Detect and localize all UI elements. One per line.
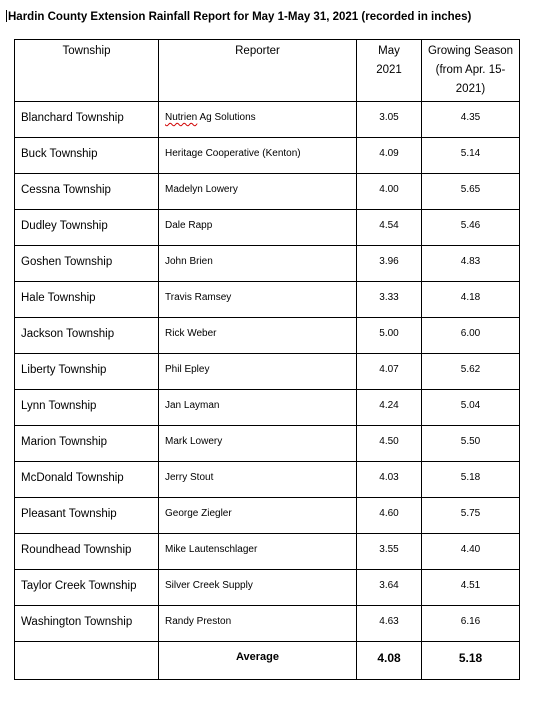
table-row bbox=[15, 534, 520, 570]
may-rainfall-cell: 5.00 bbox=[357, 318, 422, 354]
header-may-line2: 2021 bbox=[376, 64, 402, 76]
township-cell: Jackson Township bbox=[15, 318, 159, 354]
table-row bbox=[15, 246, 520, 282]
may-rainfall-cell: 4.07 bbox=[357, 354, 422, 390]
header-season-line3: 2021) bbox=[455, 83, 486, 95]
season-rainfall-cell: 5.04 bbox=[422, 390, 520, 426]
township-cell: Goshen Township bbox=[15, 246, 159, 282]
reporter-cell: Travis Ramsey bbox=[159, 282, 357, 318]
table-row bbox=[15, 462, 520, 498]
reporter-cell: Dale Rapp bbox=[159, 210, 357, 246]
may-rainfall-cell: 4.09 bbox=[357, 138, 422, 174]
may-rainfall-cell: 4.03 bbox=[357, 462, 422, 498]
may-rainfall-cell: 3.05 bbox=[357, 102, 422, 138]
rainfall-table bbox=[14, 39, 520, 680]
table-row bbox=[15, 318, 520, 354]
township-cell: Roundhead Township bbox=[15, 534, 159, 570]
may-rainfall-cell: 3.64 bbox=[357, 570, 422, 606]
township-cell: Washington Township bbox=[15, 606, 159, 642]
average-label: Average bbox=[159, 642, 357, 680]
average-may-value: 4.08 bbox=[357, 642, 422, 680]
table-row bbox=[15, 210, 520, 246]
table-row bbox=[15, 138, 520, 174]
reporter-cell bbox=[159, 102, 357, 138]
reporter-cell: Jerry Stout bbox=[159, 462, 357, 498]
document-title bbox=[6, 10, 471, 23]
season-rainfall-cell: 5.14 bbox=[422, 138, 520, 174]
season-rainfall-cell: 6.16 bbox=[422, 606, 520, 642]
season-rainfall-cell: 4.51 bbox=[422, 570, 520, 606]
reporter-cell: Rick Weber bbox=[159, 318, 357, 354]
reporter-cell: Madelyn Lowery bbox=[159, 174, 357, 210]
reporter-cell: Phil Epley bbox=[159, 354, 357, 390]
header-season-line2: (from Apr. 15- bbox=[435, 64, 506, 76]
may-rainfall-cell: 3.96 bbox=[357, 246, 422, 282]
township-cell: Buck Township bbox=[15, 138, 159, 174]
season-rainfall-cell: 5.62 bbox=[422, 354, 520, 390]
reporter-cell: John Brien bbox=[159, 246, 357, 282]
township-cell: Hale Township bbox=[15, 282, 159, 318]
season-rainfall-cell: 4.83 bbox=[422, 246, 520, 282]
may-rainfall-cell: 4.63 bbox=[357, 606, 422, 642]
table-row bbox=[15, 570, 520, 606]
season-rainfall-cell: 6.00 bbox=[422, 318, 520, 354]
township-cell: Pleasant Township bbox=[15, 498, 159, 534]
season-rainfall-cell: 5.50 bbox=[422, 426, 520, 462]
township-cell: Dudley Township bbox=[15, 210, 159, 246]
may-rainfall-cell: 4.50 bbox=[357, 426, 422, 462]
season-rainfall-cell: 5.18 bbox=[422, 462, 520, 498]
table-row bbox=[15, 102, 520, 138]
table-row bbox=[15, 498, 520, 534]
reporter-cell: Heritage Cooperative (Kenton) bbox=[159, 138, 357, 174]
document-title-text: Hardin County Extension Rainfall Report for May 1-May 31, 2021 (recorded in inches) bbox=[8, 11, 472, 23]
header-reporter bbox=[159, 40, 357, 102]
may-rainfall-cell: 4.24 bbox=[357, 390, 422, 426]
may-rainfall-cell: 3.33 bbox=[357, 282, 422, 318]
header-growing-season bbox=[422, 40, 520, 102]
table-row bbox=[15, 606, 520, 642]
reporter-cell: Jan Layman bbox=[159, 390, 357, 426]
township-cell: Taylor Creek Township bbox=[15, 570, 159, 606]
table-row bbox=[15, 354, 520, 390]
may-rainfall-cell: 4.54 bbox=[357, 210, 422, 246]
reporter-text: Ag Solutions bbox=[197, 112, 256, 123]
township-cell: McDonald Township bbox=[15, 462, 159, 498]
season-rainfall-cell: 5.65 bbox=[422, 174, 520, 210]
reporter-cell: Silver Creek Supply bbox=[159, 570, 357, 606]
may-rainfall-cell: 4.60 bbox=[357, 498, 422, 534]
reporter-cell: Randy Preston bbox=[159, 606, 357, 642]
average-empty-cell bbox=[15, 642, 159, 680]
township-cell: Marion Township bbox=[15, 426, 159, 462]
may-rainfall-cell: 3.55 bbox=[357, 534, 422, 570]
table-row bbox=[15, 390, 520, 426]
table-header-row bbox=[15, 40, 520, 102]
average-row bbox=[15, 642, 520, 680]
header-may-line1: May bbox=[378, 45, 400, 57]
header-township bbox=[15, 40, 159, 102]
season-rainfall-cell: 5.46 bbox=[422, 210, 520, 246]
may-rainfall-cell: 4.00 bbox=[357, 174, 422, 210]
average-season-value: 5.18 bbox=[422, 642, 520, 680]
spellcheck-flagged-word: Nutrien bbox=[165, 112, 198, 123]
table-row bbox=[15, 174, 520, 210]
header-season-line1: Growing Season bbox=[427, 45, 514, 57]
header-township-label: Township bbox=[62, 45, 111, 57]
township-cell: Lynn Township bbox=[15, 390, 159, 426]
table-row bbox=[15, 426, 520, 462]
header-reporter-label: Reporter bbox=[235, 45, 280, 57]
reporter-cell: Mark Lowery bbox=[159, 426, 357, 462]
township-cell: Blanchard Township bbox=[15, 102, 159, 138]
reporter-cell: George Ziegler bbox=[159, 498, 357, 534]
township-cell: Cessna Township bbox=[15, 174, 159, 210]
season-rainfall-cell: 4.35 bbox=[422, 102, 520, 138]
reporter-cell: Mike Lautenschlager bbox=[159, 534, 357, 570]
season-rainfall-cell: 4.40 bbox=[422, 534, 520, 570]
season-rainfall-cell: 5.75 bbox=[422, 498, 520, 534]
township-cell: Liberty Township bbox=[15, 354, 159, 390]
season-rainfall-cell: 4.18 bbox=[422, 282, 520, 318]
header-may bbox=[357, 40, 422, 102]
text-cursor bbox=[6, 10, 7, 22]
table-row bbox=[15, 282, 520, 318]
